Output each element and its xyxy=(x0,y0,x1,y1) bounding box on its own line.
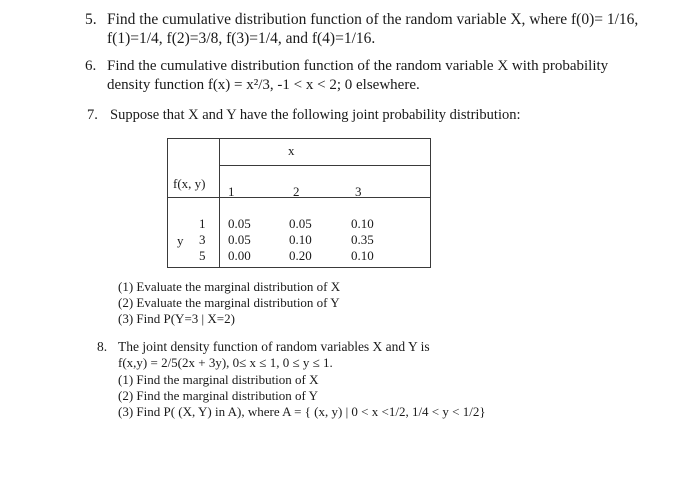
q5-line-2: f(1)=1/4, f(2)=3/8, f(3)=1/4, and f(4)=1/16. xyxy=(107,30,376,47)
q8-number: 8. xyxy=(97,339,108,354)
q5-line-1: Find the cumulative distribution function of the random variable X, where f(0)= 1/16, xyxy=(107,11,639,28)
joint-probability-table xyxy=(167,138,431,268)
table-corner-label: f(x, y) xyxy=(173,176,206,191)
q7-subpart-3: (3) Find P(Y=3 | X=2) xyxy=(118,311,235,326)
table-cell: 0.10 xyxy=(351,248,374,263)
table-y-value: 1 xyxy=(199,216,206,231)
q8-line-1: The joint density function of random variables X and Y is xyxy=(118,339,430,354)
q7-subpart-1: (1) Evaluate the marginal distribution of X xyxy=(118,279,341,294)
table-cell: 0.20 xyxy=(289,248,312,263)
table-x-value: 1 xyxy=(228,184,235,199)
table-x-value: 3 xyxy=(355,184,362,199)
table-x-header: x xyxy=(288,143,295,158)
q7-number: 7. xyxy=(87,107,98,123)
table-divider-vertical xyxy=(219,139,220,267)
table-y-value: 5 xyxy=(199,248,206,263)
q6-number: 6. xyxy=(85,58,97,74)
table-cell: 0.00 xyxy=(228,248,251,263)
q6-line-2: density function f(x) = x²/3, -1 < x < 2; 0 elsewhere. xyxy=(107,77,420,93)
q7-line-1: Suppose that X and Y have the following joint probability distribution: xyxy=(110,107,521,123)
table-cell: 0.10 xyxy=(351,216,374,231)
table-divider-header xyxy=(219,165,430,166)
table-cell: 0.05 xyxy=(228,232,251,247)
q7-subpart-2: (2) Evaluate the marginal distribution of Y xyxy=(118,295,340,310)
table-y-header: y xyxy=(177,233,184,248)
q8-subpart-1: (1) Find the marginal distribution of X xyxy=(118,372,319,387)
q8-line-2: f(x,y) = 2/5(2x + 3y), 0≤ x ≤ 1, 0 ≤ y ≤ 1. xyxy=(118,355,333,370)
q8-subpart-2: (2) Find the marginal distribution of Y xyxy=(118,388,319,403)
q8-subpart-3: (3) Find P( (X, Y) in A), where A = { (x, y) | 0 < x <1/2, 1/4 < y < 1/2} xyxy=(118,404,486,419)
table-x-value: 2 xyxy=(293,184,300,199)
q6-line-1: Find the cumulative distribution function of the random variable X with probability xyxy=(107,58,609,74)
q5-number: 5. xyxy=(85,11,97,28)
table-cell: 0.35 xyxy=(351,232,374,247)
table-y-value: 3 xyxy=(199,232,206,247)
table-cell: 0.10 xyxy=(289,232,312,247)
table-cell: 0.05 xyxy=(228,216,251,231)
table-cell: 0.05 xyxy=(289,216,312,231)
